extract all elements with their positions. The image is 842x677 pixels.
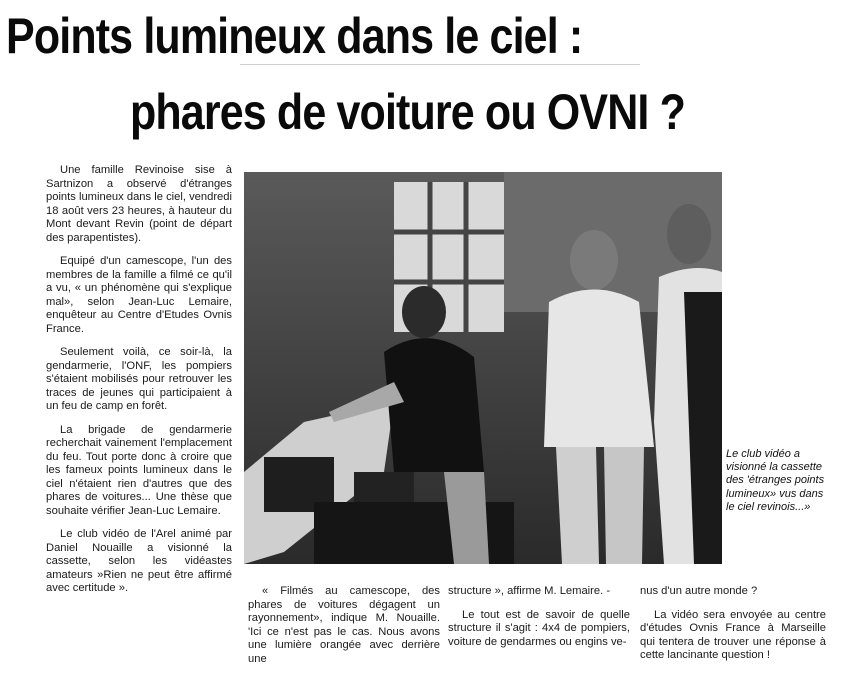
paragraph: Le club vidéo de l'Arel animé par Daniel Nouaille a visionné la cassette, selon les vidéastes amateurs »Rien ne peut être affirmé avec certitude ». xyxy=(46,528,232,594)
caption-text: Le club vidéo a visionné la cassette des 'étranges points lumineux» vus dans le ciel revinois...» xyxy=(726,448,825,513)
article-column-1 xyxy=(46,164,232,606)
headline-line-2: phares de voiture ou OVNI ? xyxy=(130,84,685,140)
paragraph: La brigade de gendarmerie recherchait vainement l'emplacement du feu. Tout porte donc à croire que les fameux points lumineux dans le ciel n'étaient rien d'autres que des phares de voitures... Une thèse que souhaite vérifier Jean-Luc Lemaire. xyxy=(46,423,232,517)
paragraph: Seulement voilà, ce soir-là, la gendarmerie, l'ONF, les pompiers s'étaient mobilisés pour retrouver les traces de jeunes qui participaient à un feu de camp en forêt. xyxy=(46,346,232,412)
paragraph: La vidéo sera envoyée au centre d'études Ovnis France à Marseille qui tentera de trouver une réponse à cette lancinante question ! xyxy=(640,608,826,661)
paragraph: Le tout est de savoir de quelle structure il s'agit : 4x4 de pompiers, voiture de gendarmes ou engins ve- xyxy=(448,608,630,648)
article-column-4 xyxy=(640,585,826,673)
article-column-2 xyxy=(248,585,440,676)
photo-caption xyxy=(726,448,826,514)
paragraph: Equipé d'un camescope, l'un des membres de la famille a filmé ce qu'il a vu, « un phénomène qui s'explique mal», selon Jean-Luc Lemaire, enquêteur au Centre d'Etudes Ovnis France. xyxy=(46,255,232,335)
photo-illustration xyxy=(244,172,722,564)
paragraph: Une famille Revinoise sise à Sartnizon a observé d'étranges points lumineux dans le ciel, vendredi 18 août vers 23 heures, à hauteur du Mont devant Revin (point de départ des parapentistes). xyxy=(46,164,232,244)
header-rule xyxy=(240,64,640,65)
paragraph-continued: structure », affirme M. Lemaire. - xyxy=(448,585,611,597)
headline-line-1: Points lumineux dans le ciel : xyxy=(6,8,583,64)
article-photo xyxy=(244,172,722,564)
paragraph: « Filmés au camescope, des phares de voitures dégagent un rayonnement», indique M. Nouaille. 'Ici ce n'est pas le cas. Nous avons une lumière orangée avec derrière une xyxy=(248,585,440,665)
article-column-3 xyxy=(448,585,630,659)
paragraph-continued: nus d'un autre monde ? xyxy=(640,585,758,597)
